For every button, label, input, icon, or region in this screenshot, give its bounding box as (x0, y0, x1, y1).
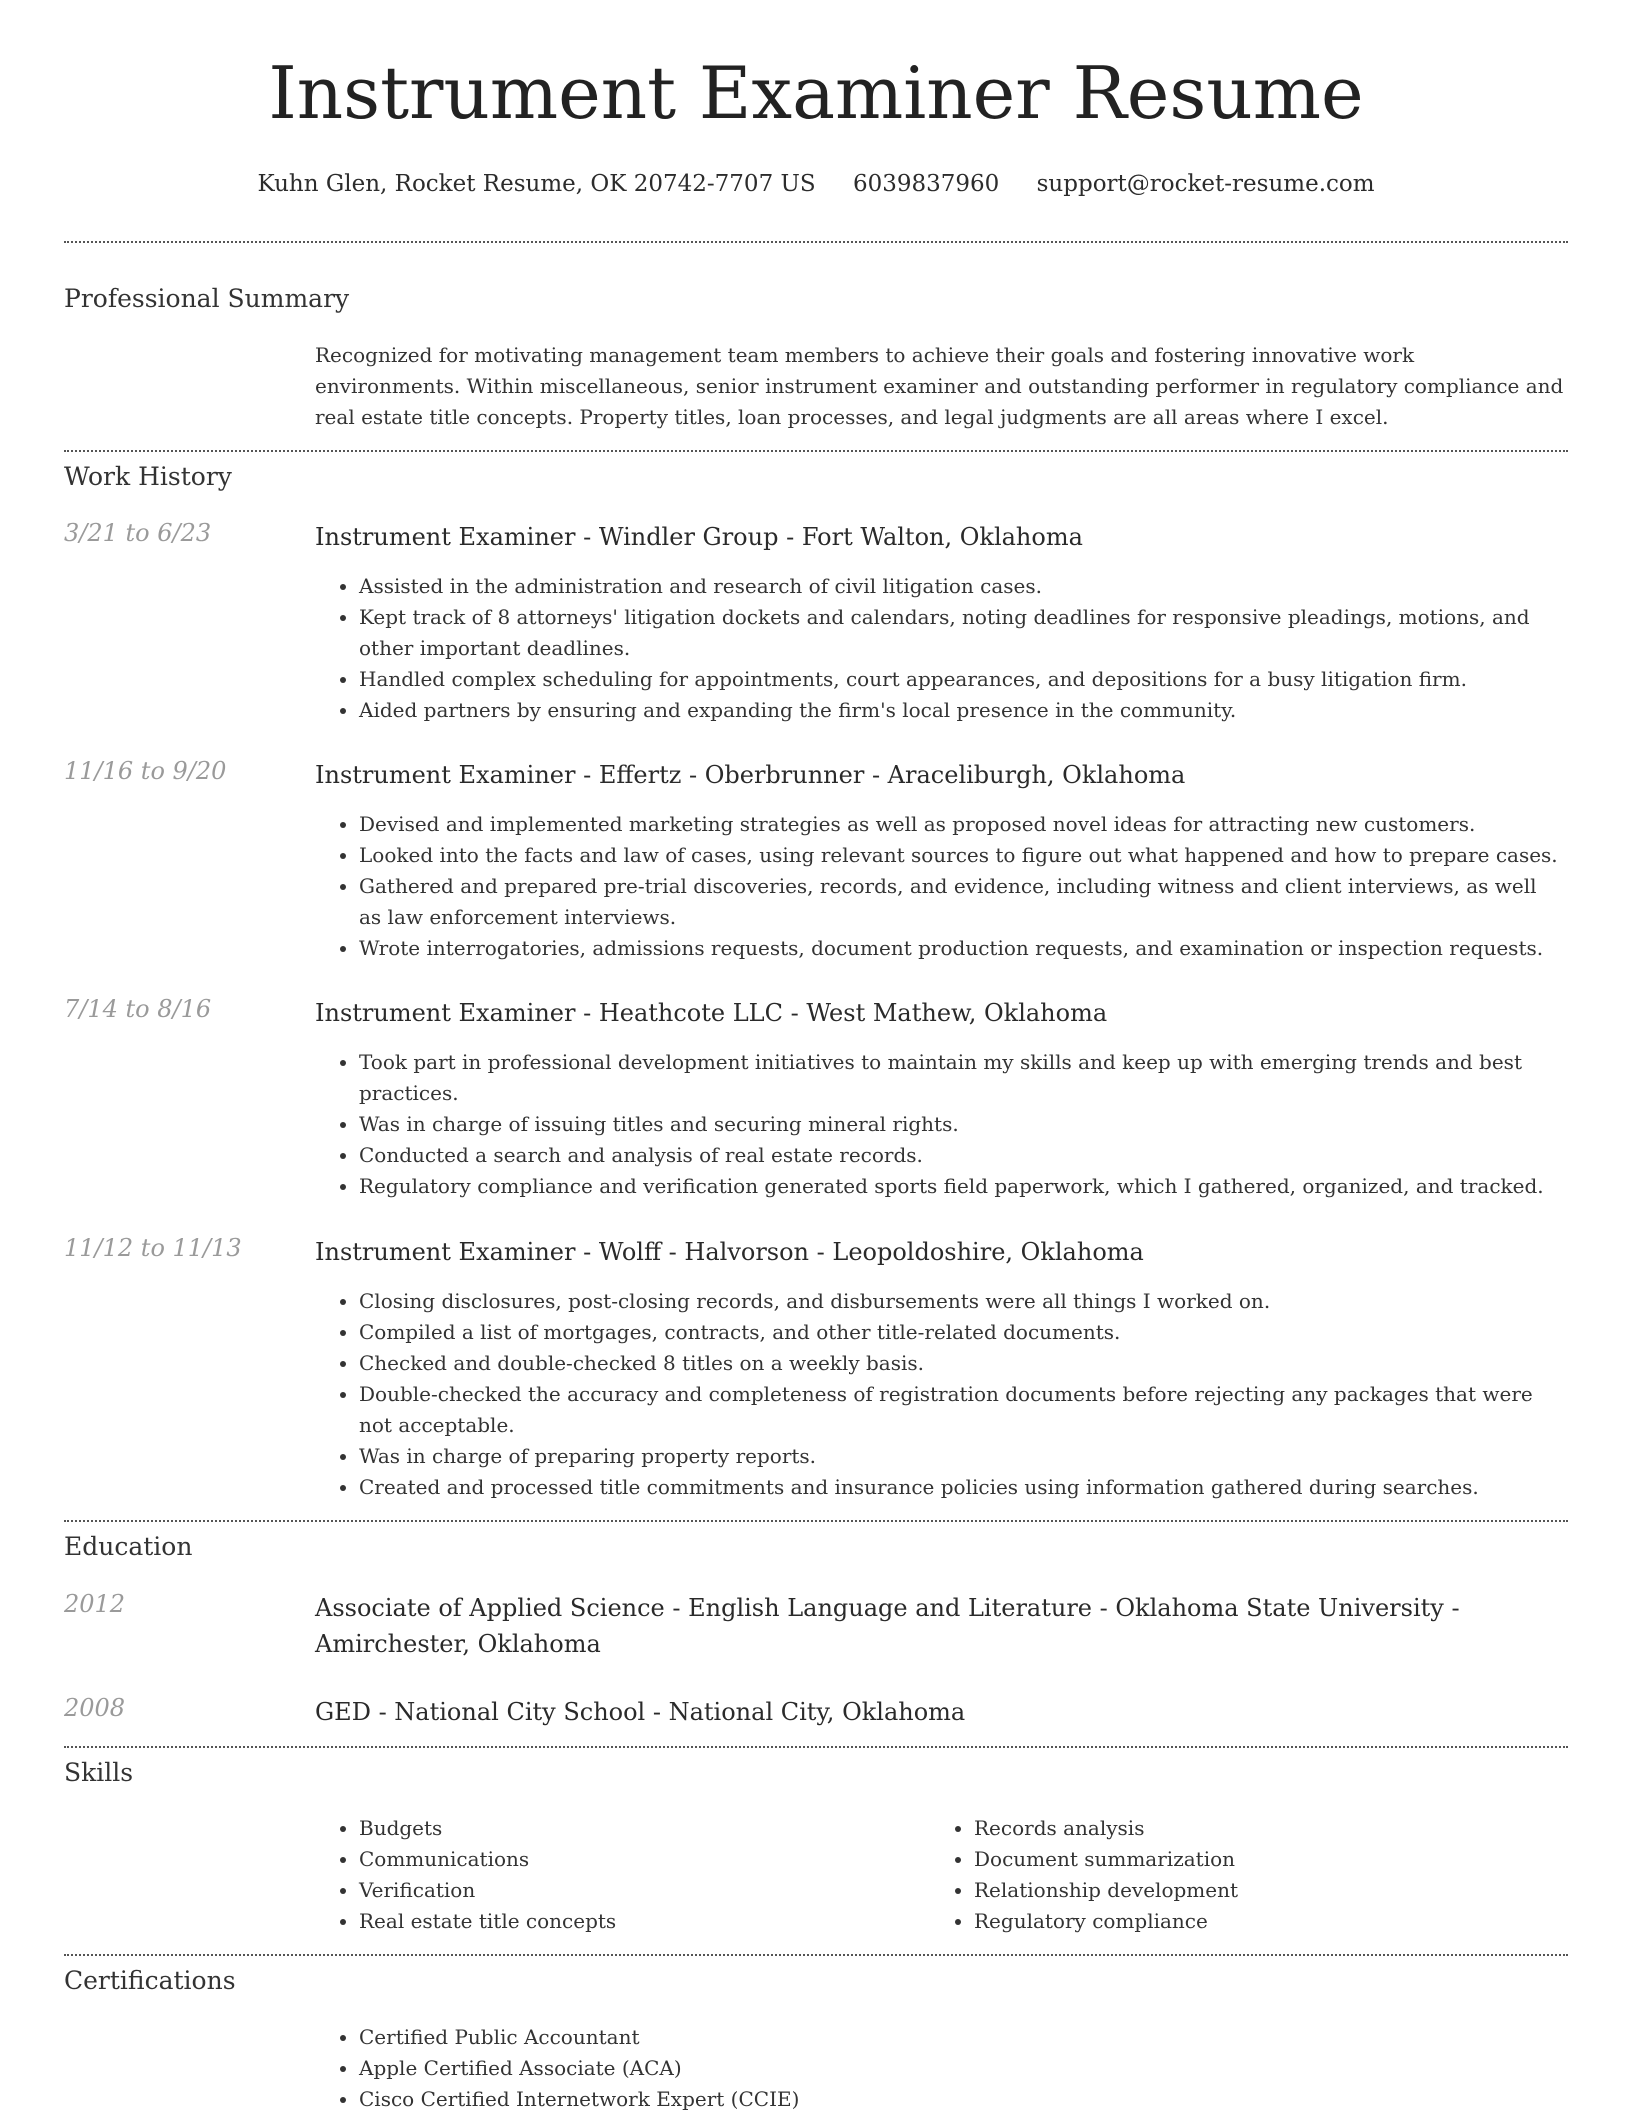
divider (64, 1746, 1568, 1748)
certification-item: • Certified Public Accountant (359, 2022, 1565, 2053)
section-heading-education: Education (64, 1532, 193, 1561)
duty-item: • Double-checked the accuracy and completeness of registration documents before rejecting any packages that were not acceptable. (359, 1379, 1565, 1441)
section-heading-certifications: Certifications (64, 1966, 236, 1995)
job-dates: 7/14 to 8/16 (64, 995, 212, 1023)
duty-item: • Handled complex scheduling for appointments, court appearances, and depositions for a busy litigation firm. (359, 664, 1565, 695)
duty-item: • Created and processed title commitments and insurance policies using information gathered during searches. (359, 1472, 1565, 1503)
education-title: GED - National City School - National City, Oklahoma (315, 1698, 966, 1726)
duty-item: • Conducted a search and analysis of real estate records. (359, 1140, 1565, 1171)
job-duties (315, 571, 1565, 726)
contact-line (0, 171, 1632, 197)
duty-item: • Compiled a list of mortgages, contracts, and other title-related documents. (359, 1317, 1565, 1348)
duty-item: • Aided partners by ensuring and expanding the firm's local presence in the community. (359, 695, 1565, 726)
job-dates: 11/12 to 11/13 (64, 1234, 242, 1262)
duty-item: • Was in charge of issuing titles and securing mineral rights. (359, 1109, 1565, 1140)
certification-item: • Cisco Certified Internetwork Expert (CCIE) (359, 2084, 1565, 2115)
skill-item: • Document summarization (974, 1844, 1632, 1875)
divider (64, 241, 1568, 243)
section-heading-summary: Professional Summary (64, 284, 350, 313)
skill-item: • Verification (359, 1875, 1565, 1906)
duty-item: • Took part in professional development initiatives to maintain my skills and keep up with emerging trends and best practices. (359, 1047, 1565, 1109)
skill-item: • Regulatory compliance (974, 1906, 1632, 1937)
skill-item: • Budgets (359, 1813, 1565, 1844)
section-heading-work-history: Work History (64, 462, 232, 491)
job-duties (315, 1047, 1565, 1202)
contact-address: Kuhn Glen, Rocket Resume, OK 20742-7707 US (257, 171, 816, 197)
divider (64, 450, 1568, 452)
duty-item: • Kept track of 8 attorneys' litigation dockets and calendars, noting deadlines for responsive pleadings, motions, and other important deadlines. (359, 602, 1565, 664)
resume-title: Instrument Examiner Resume (268, 51, 1364, 135)
skills-list-right (930, 1813, 1632, 1937)
education-year: 2008 (64, 1694, 126, 1722)
certifications-list (315, 2022, 1565, 2115)
skill-item: • Relationship development (974, 1875, 1632, 1906)
section-heading-skills: Skills (64, 1758, 134, 1787)
skill-item: • Real estate title concepts (359, 1906, 1565, 1937)
job-title: Instrument Examiner - Wolff - Halvorson - Leopoldoshire, Oklahoma (315, 1238, 1144, 1266)
duty-item: • Devised and implemented marketing strategies as well as proposed novel ideas for attracting new customers. (359, 809, 1565, 840)
job-duties (315, 1286, 1565, 1503)
divider (64, 1520, 1568, 1522)
divider (64, 1954, 1568, 1956)
job-dates: 11/16 to 9/20 (64, 757, 227, 785)
job-title: Instrument Examiner - Effertz - Oberbrunner - Araceliburgh, Oklahoma (315, 761, 1186, 789)
duty-item: • Regulatory compliance and verification generated sports field paperwork, which I gathered, organized, and tracked. (359, 1171, 1565, 1202)
duty-item: • Looked into the facts and law of cases, using relevant sources to figure out what happened and how to prepare cases. (359, 840, 1565, 871)
education-year: 2012 (64, 1590, 126, 1618)
job-title: Instrument Examiner - Windler Group - Fort Walton, Oklahoma (315, 523, 1083, 551)
duty-item: • Checked and double-checked 8 titles on a weekly basis. (359, 1348, 1565, 1379)
skill-item: • Communications (359, 1844, 1565, 1875)
certification-item: • Apple Certified Associate (ACA) (359, 2053, 1565, 2084)
duty-item: • Gathered and prepared pre-trial discoveries, records, and evidence, including witness and client interviews, as well as law enforcement interviews. (359, 871, 1565, 933)
duty-item: • Was in charge of preparing property reports. (359, 1441, 1565, 1472)
duty-item: • Closing disclosures, post-closing records, and disbursements were all things I worked on. (359, 1286, 1565, 1317)
contact-email: support@rocket-resume.com (1036, 171, 1375, 197)
education-title: Associate of Applied Science - English Language and Literature - Oklahoma State University - Amirchester, Oklahoma (315, 1594, 1460, 1658)
skill-item: • Records analysis (974, 1813, 1632, 1844)
job-dates: 3/21 to 6/23 (64, 519, 212, 547)
duty-item: • Wrote interrogatories, admissions requests, document production requests, and examination or inspection requests. (359, 933, 1565, 964)
job-duties (315, 809, 1565, 964)
contact-phone: 6039837960 (852, 171, 1000, 197)
summary-text: Recognized for motivating management team members to achieve their goals and fostering innovative work environments. Within miscellaneous, senior instrument examiner and outstanding performer in regulatory compliance and real estate title concepts. Property titles, loan processes, and legal judgments are all areas where I excel. (315, 343, 1564, 429)
duty-item: • Assisted in the administration and research of civil litigation cases. (359, 571, 1565, 602)
job-title: Instrument Examiner - Heathcote LLC - West Mathew, Oklahoma (315, 999, 1108, 1027)
